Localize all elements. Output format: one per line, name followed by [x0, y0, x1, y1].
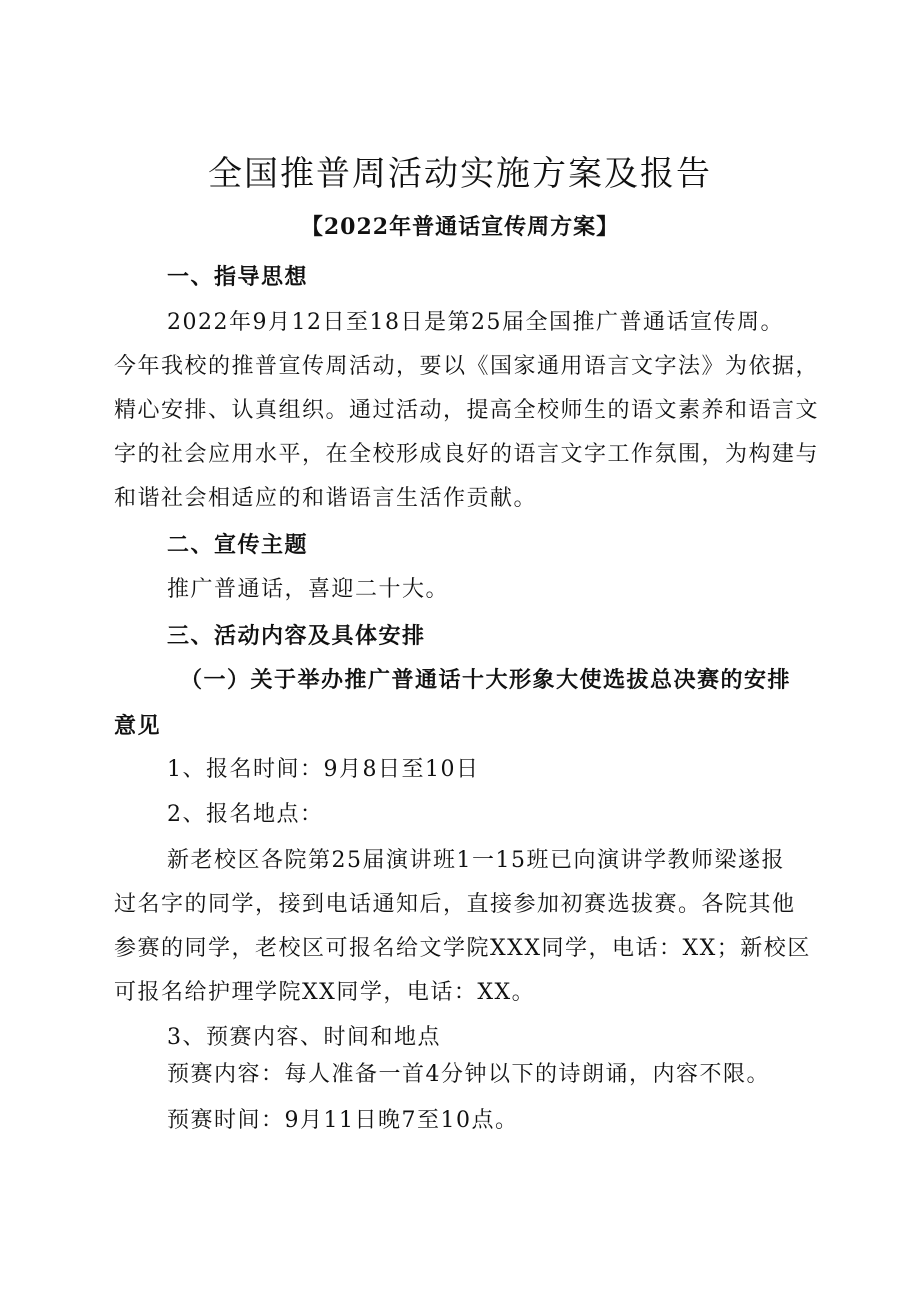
paragraph-line: 精心安排、认真组织。通过活动，提高全校师生的语文素养和语言文 [114, 398, 820, 423]
paragraph-line: 字的社会应用水平，在全校形成良好的语言文字工作氛围，为构建与 [114, 442, 820, 467]
sub-heading-line: （一）关于举办推广普通话十大形象大使选拔总决赛的安排 [180, 667, 792, 693]
sub-heading-line: 意见 [114, 713, 162, 739]
item-preliminary-content: 预赛内容：每人准备一首4分钟以下的诗朗诵，内容不限。 [167, 1062, 770, 1087]
item-registration-time: 1、报名时间：9月8日至10日 [167, 757, 480, 782]
paragraph-line: 2022年9月12日至18日是第25届全国推广普通话宣传周。 [167, 310, 784, 335]
paragraph-line: 可报名给护理学院XX同学，电话：XX。 [114, 980, 536, 1005]
paragraph-line: 新老校区各院第25届演讲班1一15班已向演讲学教师梁遂报 [167, 848, 785, 873]
paragraph-line: 过名字的同学，接到电话通知后，直接参加初赛选拔赛。各院其他 [114, 892, 796, 917]
paragraph-line: 和谐社会相适应的和谐语言生活作贡献。 [114, 486, 538, 511]
paragraph-line: 参赛的同学，老校区可报名给文学院XXX同学，电话：XX；新校区 [114, 936, 811, 961]
section-heading-guiding-thought: 一、指导思想 [167, 264, 309, 290]
item-preliminary-time: 预赛时间：9月11日晚7至10点。 [167, 1108, 519, 1133]
paragraph-line: 今年我校的推普宣传周活动，要以《国家通用语言文字法》为依据， [114, 354, 820, 379]
section-heading-theme: 二、宣传主题 [167, 532, 309, 558]
item-preliminary-heading: 3、预赛内容、时间和地点 [167, 1025, 441, 1050]
item-registration-place: 2、报名地点： [167, 802, 324, 827]
document-subtitle: 【2022年普通话宣传周方案】 [300, 214, 620, 240]
section-heading-activities: 三、活动内容及具体安排 [167, 623, 426, 649]
theme-text: 推广普通话，喜迎二十大。 [167, 577, 450, 602]
document-title: 全国推普周活动实施方案及报告 [208, 154, 712, 194]
